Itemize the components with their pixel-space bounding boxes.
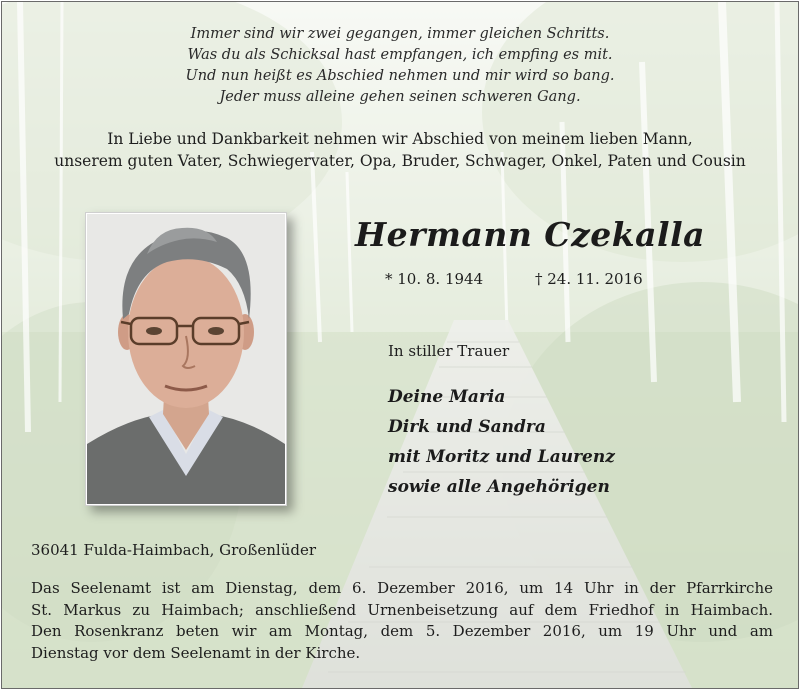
funeral-line: St. Markus zu Haimbach; anschließend Urnenbeisetzung auf dem Friedhof in Haimbach. (31, 600, 773, 619)
mourner-line: sowie alle Angehörigen (388, 477, 610, 497)
address: 36041 Fulda-Haimbach, Großenlüder (31, 541, 316, 559)
mourner-line: Deine Maria (388, 387, 506, 407)
funeral-line: Den Rosenkranz beten wir am Montag, dem 5. Dezember 2016, um 19 Uhr und am (31, 622, 773, 640)
mourner-line: mit Moritz und Laurenz (388, 447, 615, 467)
funeral-line: Das Seelenamt ist am Dienstag, dem 6. Dezember 2016, um 14 Uhr in der Pfarrkirche (31, 579, 773, 597)
poem-line: Immer sind wir zwei gegangen, immer gleichen Schritts. (190, 26, 610, 42)
poem-line: Jeder muss alleine gehen seinen schweren Gang. (219, 89, 581, 105)
poem (2, 24, 798, 108)
poem-line: Und nun heißt es Abschied nehmen und mir wird so bang. (185, 68, 615, 84)
death-date: † 24. 11. 2016 (535, 270, 643, 288)
funeral-details (31, 578, 773, 664)
obituary-notice (1, 1, 799, 689)
poem-line: Was du als Schicksal hast empfangen, ich empfing es mit. (187, 47, 613, 63)
deceased-name: Hermann Czekalla (354, 215, 706, 254)
funeral-line: Dienstag vor dem Seelenamt in der Kirche. (31, 643, 361, 662)
intro-line: unserem guten Vater, Schwiegervater, Opa, Bruder, Schwager, Onkel, Paten und Cousin (54, 152, 746, 170)
mourner-line: Dirk und Sandra (388, 417, 546, 437)
intro-line: In Liebe und Dankbarkeit nehmen wir Abschied von meinem lieben Mann, (107, 130, 693, 148)
birth-date: * 10. 8. 1944 (385, 270, 484, 288)
portrait-photo (87, 214, 285, 504)
mourners-list (388, 382, 615, 502)
intro-text (2, 128, 798, 172)
portrait-photo-frame (85, 212, 287, 506)
mourning-label: In stiller Trauer (388, 342, 510, 360)
